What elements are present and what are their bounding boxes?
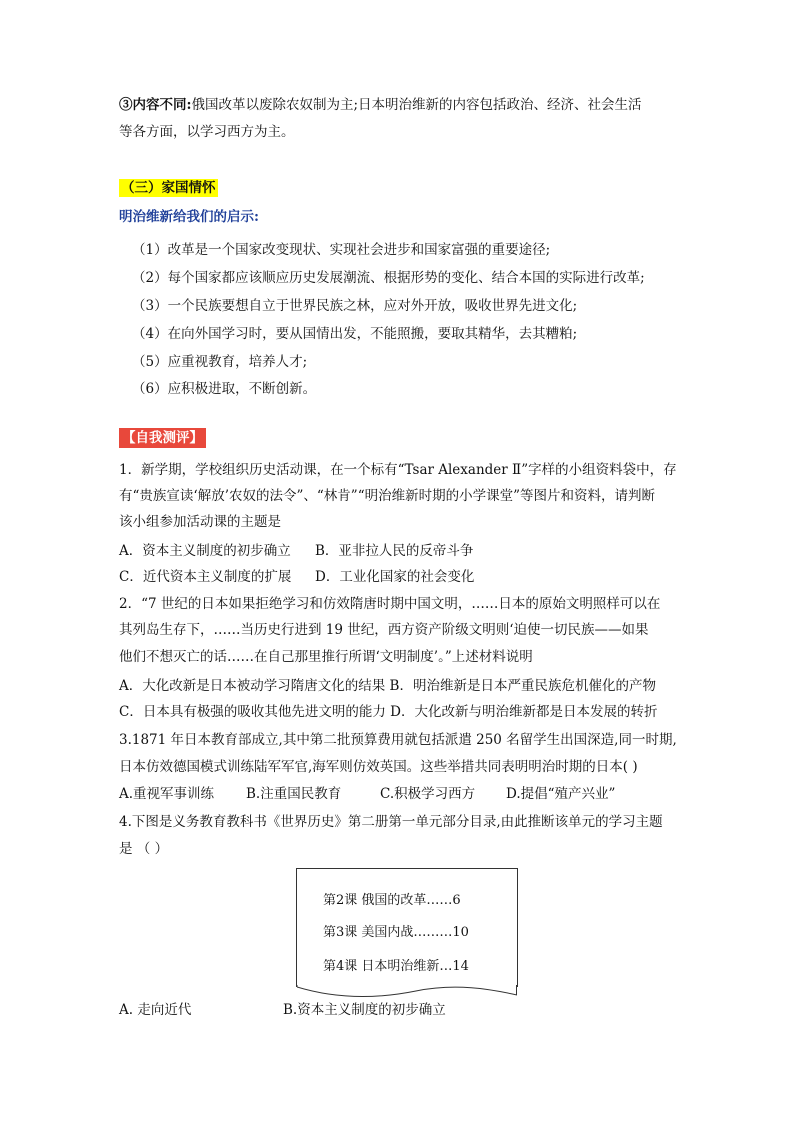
self-test-heading — [119, 428, 206, 448]
list-item: （2）每个国家都应该顺应历史发展潮流、根据形势的变化、结合本国的实际进行改革; — [132, 270, 645, 286]
self-test-title: 【自我测评】 — [119, 428, 206, 448]
question-3-line-1: 3.1871 年日本教育部成立,其中第二批预算费用就包括派遣 250 名留学生出国深造,同一时期, — [119, 732, 677, 748]
option-a: A. 走向近代 — [119, 1002, 192, 1018]
question-1-options-cd — [119, 567, 474, 587]
question-3-line-2: 日本仿效德国模式训练陆军军官,海军则仿效英国。这些举措共同表明明治时期的日本( ) — [119, 759, 638, 775]
list-item: （1）改革是一个国家改变现状、实现社会进步和国家富强的重要途径; — [132, 242, 551, 258]
paragraph-label: ③内容不同: — [119, 97, 192, 113]
list-item: （4）在向外国学习时，要从国情出发，不能照搬，要取其精华，去其糟粕; — [132, 326, 578, 342]
question-2-line-2: 其列岛生存下，……当历史行进到 19 世纪，西方资产阶级文明则‘迫使一切民族——如果 — [119, 622, 649, 638]
paragraph-text: 俄国改革以废除农奴制为主;日本明治维新的内容包括政治、经济、社会生活 — [191, 97, 642, 113]
contents-item: 第4课 日本明治维新…14 — [323, 959, 469, 974]
table-of-contents-figure — [296, 868, 518, 987]
question-2-line-3: 他们不想灭亡的话……在自己那里推行所谓‘文明制度’。”上述材料说明 — [119, 649, 533, 665]
option-c: C.积极学习西方 — [380, 786, 476, 802]
question-1-line-1: 1．新学期，学校组织历史活动课，在一个标有“Tsar Alexander Ⅱ”字样的小组资料袋中，存 — [119, 462, 677, 478]
question-1-line-3: 该小组参加活动课的主题是 — [119, 514, 281, 530]
section-subtitle: 明治维新给我们的启示: — [119, 209, 259, 225]
question-2-options-cd: C．日本具有极强的吸收其他先进文明的能力 D．大化改新与明治维新都是日本发展的转折 — [119, 704, 658, 720]
question-2-line-1: 2．“7 世纪的日本如果拒绝学习和仿效隋唐时期中国文明，……日本的原始文明照样可以在 — [119, 596, 661, 612]
question-2-options-ab: A．大化改新是日本被动学习隋唐文化的结果 B．明治维新是日本严重民族危机催化的产物 — [119, 678, 656, 694]
contents-item: 第2课 俄国的改革……6 — [323, 893, 461, 908]
list-item: （5）应重视教育，培养人才; — [132, 354, 308, 370]
question-4-line-1: 4.下图是义务教育教科书《世界历史》第二册第一单元部分目录,由此推断该单元的学习主题 — [119, 814, 663, 830]
section-title: （三）家国情怀 — [121, 180, 216, 196]
option-b: B.注重国民教育 — [246, 786, 342, 802]
paragraph-content-difference — [119, 95, 642, 115]
option-a: A.重视军事训练 — [119, 786, 215, 802]
question-1-line-2: 有“贵族宣读‘解放’农奴的法令”、“林肯”“明治维新时期的小学课堂”等图片和资料，请判断 — [119, 488, 655, 504]
section-heading — [119, 178, 218, 198]
question-4-options — [119, 1000, 446, 1020]
question-3-options — [119, 784, 615, 804]
option-d: D.提倡“殖产兴业” — [506, 786, 616, 802]
paragraph-line-2: 等各方面，以学习西方为主。 — [119, 124, 295, 140]
option-b: B.资本主义制度的初步确立 — [283, 1002, 446, 1018]
question-1-options-ab — [119, 541, 473, 561]
list-item: （3）一个民族要想自立于世界民族之林，应对外开放，吸收世界先进文化; — [132, 298, 578, 314]
option-d: D．工业化国家的社会变化 — [315, 569, 475, 585]
option-b: B．亚非拉人民的反帝斗争 — [315, 543, 474, 559]
option-c: C．近代资本主义制度的扩展 — [119, 569, 292, 585]
question-4-line-2: 是 （ ） — [119, 841, 169, 857]
option-a: A．资本主义制度的初步确立 — [119, 543, 291, 559]
list-item: （6）应积极进取，不断创新。 — [132, 381, 317, 397]
wavy-bottom-edge — [297, 985, 517, 999]
contents-item: 第3课 美国内战………10 — [323, 925, 469, 940]
